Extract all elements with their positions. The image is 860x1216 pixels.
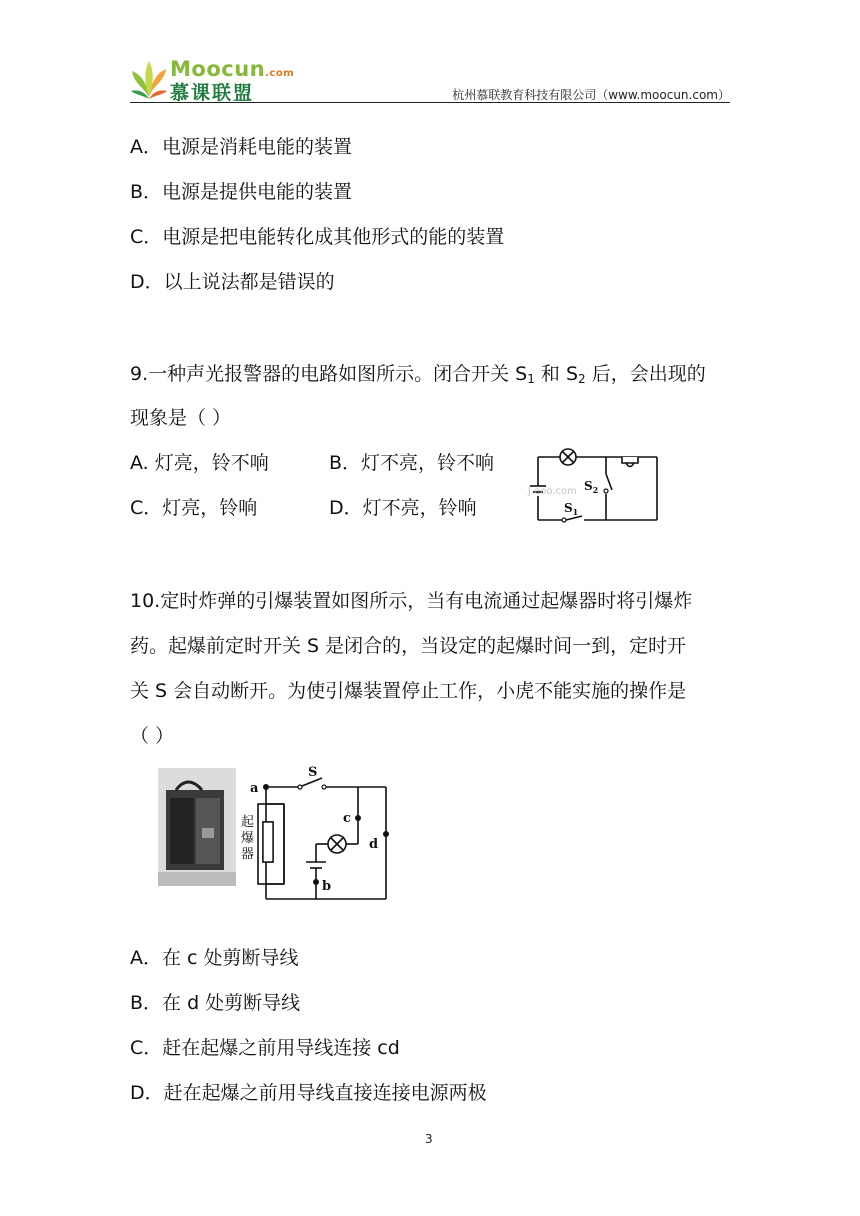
company-name: 杭州慕联教育科技有限公司（www.moocun.com） [452, 88, 730, 102]
q9-circuit-diagram [522, 446, 664, 526]
q9-label-s1: $S_1$ [564, 501, 579, 517]
q9-stem-line1: 9.一种声光报警器的电路如图所示。闭合开关 $S_1$ 和 $S_2$ 后，会出现的 [130, 363, 706, 386]
q9-option-a: A. 灯亮，铃不响 [130, 452, 269, 474]
q10-stem-line3: 关 S 会自动断开。为使引爆装置停止工作，小虎不能实施的操作是 [130, 680, 687, 702]
q10-option-b: B．在 d 处剪断导线 [130, 992, 301, 1014]
q9-watermark: J.eoo.com [528, 486, 577, 497]
q10-label-a: a [250, 781, 259, 796]
bomb-device-photo [158, 768, 236, 886]
q10-stem-line1: 10.定时炸弹的引爆装置如图所示，当有电流通过起爆器时将引爆炸 [130, 590, 693, 612]
q10-option-a: A．在 c 处剪断导线 [130, 947, 299, 969]
logo-chinese-text: 慕课联盟 [170, 82, 255, 104]
logo [130, 57, 295, 105]
q9-stem-line2: 现象是（ ） [130, 407, 232, 429]
q9-option-b: B．灯不亮，铃不响 [329, 452, 495, 474]
q10-stem-line2: 药。起爆前定时开关 S 是闭合的，当设定的起爆时间一到，定时开 [130, 635, 687, 657]
q10-stem-line4: （ ） [130, 725, 175, 747]
q8-option-c: C．电源是把电能转化成其他形式的能的装置 [130, 226, 505, 248]
q8-option-a: A．电源是消耗电能的装置 [130, 136, 352, 158]
q10-circuit-diagram [236, 762, 396, 904]
page-number: 3 [425, 1132, 433, 1146]
q8-option-d: D．以上说法都是错误的 [130, 271, 335, 293]
q9-label-s2: $S_2$ [584, 479, 599, 495]
q10-label-s: S [308, 765, 318, 780]
q8-option-b: B．电源是提供电能的装置 [130, 181, 353, 203]
detonator-char-2: 爆 [241, 831, 255, 846]
q9-option-d: D．灯不亮，铃响 [329, 497, 477, 519]
q10-option-c: C．赶在起爆之前用导线连接 cd [130, 1037, 400, 1059]
detonator-char-1: 起 [241, 815, 255, 830]
q10-label-b: b [322, 879, 332, 894]
leaf-logo-icon [130, 61, 168, 101]
q10-option-d: D．赶在起爆之前用导线直接连接电源两极 [130, 1082, 487, 1104]
q9-option-c: C．灯亮，铃响 [130, 497, 258, 519]
header-divider [130, 102, 730, 103]
logo-text: Moocun.com [170, 57, 295, 81]
q10-label-d: d [369, 837, 379, 852]
q10-label-c: c [343, 811, 351, 826]
detonator-char-3: 器 [241, 847, 255, 862]
